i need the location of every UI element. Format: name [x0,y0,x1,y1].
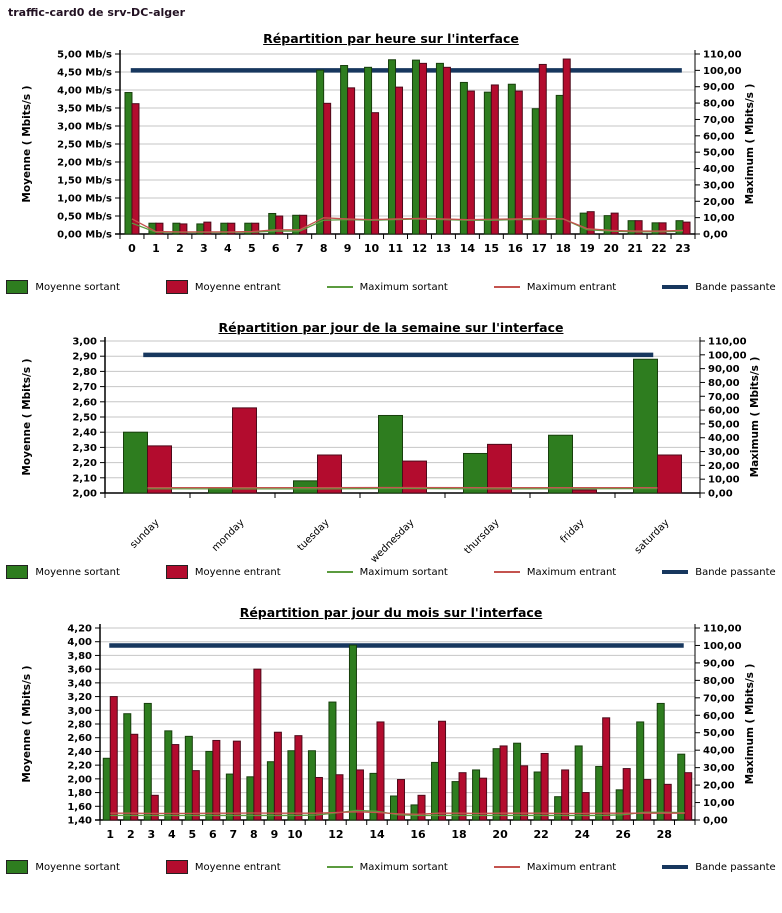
legend-label: Maximum entrant [526,861,617,873]
svg-text:3: 3 [147,828,156,841]
svg-text:30,00: 30,00 [703,763,735,775]
legend-label: Maximum entrant [526,281,617,293]
svg-text:80,00: 80,00 [703,675,735,687]
legend-swatch-max_sortant_line [327,286,353,288]
chart-hourly-title: Répartition par heure sur l'interface [263,31,519,46]
svg-text:40,00: 40,00 [703,164,735,176]
chart-monthday-title: Répartition par jour du mois sur l'interface [239,605,543,620]
svg-text:3,40: 3,40 [67,678,92,690]
svg-text:12: 12 [411,242,428,255]
svg-text:26: 26 [615,828,631,841]
svg-text:5: 5 [188,828,197,841]
svg-text:100,00: 100,00 [703,65,742,77]
svg-text:2,00: 2,00 [67,774,92,786]
svg-text:15: 15 [483,242,500,255]
svg-text:40,00: 40,00 [708,433,740,445]
svg-text:2,00: 2,00 [72,488,97,500]
legend-item [327,567,448,578]
svg-text:90,00: 90,00 [703,658,735,670]
chart-plot [0,46,782,278]
svg-text:1: 1 [106,828,115,841]
chart-monthday-canvas [0,620,782,858]
chart-monthday-section [0,605,782,874]
svg-text:2,80: 2,80 [67,719,92,731]
legend-swatch-red_bar [166,280,188,294]
svg-text:1,50 Mb/s: 1,50 Mb/s [57,175,112,187]
svg-text:2,60: 2,60 [72,397,97,409]
svg-text:2,90: 2,90 [72,351,97,363]
svg-text:3,80: 3,80 [67,650,92,662]
svg-text:20: 20 [603,242,619,255]
svg-text:2,80: 2,80 [72,366,97,378]
legend-item [166,565,281,579]
svg-text:60,00: 60,00 [708,405,740,417]
svg-text:6: 6 [271,242,280,255]
svg-text:20,00: 20,00 [708,460,740,472]
legend-swatch-red_bar [166,860,188,874]
legend-item [166,860,281,874]
svg-text:2: 2 [126,828,135,841]
right-axis-label: Maximum ( Mbits/s ) [744,83,756,205]
legend-swatch-max_sortant_line [327,866,353,868]
svg-text:20,00: 20,00 [703,780,735,792]
svg-text:4: 4 [223,242,232,255]
svg-text:3,00: 3,00 [72,336,97,348]
svg-text:50,00: 50,00 [703,728,735,740]
svg-text:0,00: 0,00 [708,488,733,500]
legend-label: Moyenne entrant [194,566,281,578]
svg-text:22: 22 [533,828,549,841]
svg-text:1,40: 1,40 [67,815,92,827]
legend-label: Maximum entrant [526,566,617,578]
svg-text:0,00: 0,00 [703,229,728,241]
right-axis-label: Maximum ( Mbits/s ) [744,663,756,785]
svg-text:17: 17 [531,242,547,255]
chart-hourly-section [0,31,782,294]
svg-text:4,20: 4,20 [67,623,92,635]
svg-text:10,00: 10,00 [703,798,735,810]
svg-text:3: 3 [200,242,208,255]
svg-text:70,00: 70,00 [708,391,740,403]
svg-text:1,80: 1,80 [67,788,92,800]
svg-text:0,00: 0,00 [703,815,728,827]
svg-text:3,00 Mb/s: 3,00 Mb/s [57,121,112,133]
chart-weekday-title: Répartition par jour de la semaine sur l'interface [218,320,564,335]
legend-item [166,280,281,294]
svg-text:100,00: 100,00 [708,350,747,362]
legend-item [662,282,775,293]
legend-swatch-max_entrant_line [494,286,520,288]
svg-text:4,00: 4,00 [67,637,92,649]
svg-text:9: 9 [270,828,279,841]
legend-item [6,280,120,294]
svg-text:28: 28 [656,828,672,841]
svg-text:2: 2 [176,242,184,255]
svg-text:16: 16 [410,828,426,841]
right-axis-label: Maximum ( Mbits/s ) [749,356,761,478]
svg-text:6: 6 [209,828,217,841]
svg-text:wednesday: wednesday [368,517,417,563]
svg-text:2,40: 2,40 [72,427,97,439]
legend-label: Bande passante [695,861,776,873]
left-axis-label: Moyenne ( Mbits/s ) [21,665,33,783]
svg-text:2,50: 2,50 [72,412,97,424]
svg-text:12: 12 [328,828,344,841]
legend-item [494,282,616,293]
svg-text:1: 1 [152,242,160,255]
legend-label: Moyenne sortant [35,861,120,873]
svg-text:0: 0 [128,242,136,255]
legend-item [662,862,775,873]
svg-text:110,00: 110,00 [703,49,742,61]
legend-item [494,567,616,578]
svg-text:1,60: 1,60 [67,801,92,813]
svg-text:90,00: 90,00 [708,364,740,376]
svg-text:21: 21 [627,242,643,255]
page-title: traffic-card0 de srv-DC-alger [8,6,186,19]
traffic-report-page [0,6,782,874]
svg-text:4,50 Mb/s: 4,50 Mb/s [57,67,112,79]
legend-label: Maximum sortant [359,861,448,873]
svg-text:3,50 Mb/s: 3,50 Mb/s [57,103,112,115]
svg-text:13: 13 [435,242,452,255]
svg-text:4: 4 [167,828,176,841]
svg-text:100,00: 100,00 [703,640,742,652]
svg-text:10,00: 10,00 [708,474,740,486]
legend-swatch-max_entrant_line [494,571,520,573]
svg-text:2,70: 2,70 [72,382,97,394]
svg-text:saturday: saturday [632,517,672,557]
legend-item [6,565,120,579]
svg-text:2,10: 2,10 [72,473,97,485]
svg-text:3,00: 3,00 [67,705,92,717]
legend-label: Bande passante [695,566,776,578]
chart-monthday-legend [0,860,782,874]
svg-text:5,00 Mb/s: 5,00 Mb/s [57,49,112,61]
svg-text:18: 18 [451,828,467,841]
chart-plot [0,620,782,858]
chart-hourly-canvas [0,46,782,278]
legend-swatch-green_bar [6,280,28,294]
svg-text:0,00 Mb/s: 0,00 Mb/s [57,229,112,241]
legend-item [6,860,120,874]
svg-text:20,00: 20,00 [703,196,735,208]
svg-text:50,00: 50,00 [708,419,740,431]
left-axis-label: Moyenne ( Mbits/s ) [21,85,33,203]
svg-text:2,40: 2,40 [67,746,92,758]
legend-swatch-max_sortant_line [327,571,353,573]
svg-text:110,00: 110,00 [708,336,747,348]
svg-text:20: 20 [492,828,508,841]
svg-text:3,60: 3,60 [67,664,92,676]
svg-text:1,00 Mb/s: 1,00 Mb/s [57,193,112,205]
legend-swatch-blue_band [662,865,688,869]
svg-text:2,50 Mb/s: 2,50 Mb/s [57,139,112,151]
svg-text:2,00 Mb/s: 2,00 Mb/s [57,157,112,169]
svg-text:7: 7 [295,242,304,255]
legend-label: Bande passante [695,281,776,293]
svg-text:friday: friday [558,517,587,546]
svg-text:80,00: 80,00 [703,98,735,110]
svg-text:50,00: 50,00 [703,147,735,159]
chart-weekday-section [0,320,782,579]
legend-label: Moyenne entrant [194,861,281,873]
svg-text:18: 18 [555,242,571,255]
svg-text:4,00 Mb/s: 4,00 Mb/s [57,85,112,97]
svg-text:10,00: 10,00 [703,213,735,225]
chart-plot [0,335,782,563]
svg-text:80,00: 80,00 [708,377,740,389]
svg-text:9: 9 [343,242,352,255]
svg-text:8: 8 [250,828,258,841]
legend-item [662,567,775,578]
svg-text:2,20: 2,20 [72,458,97,470]
legend-item [327,862,448,873]
svg-text:16: 16 [507,242,523,255]
svg-text:sunday: sunday [128,517,162,551]
legend-label: Moyenne entrant [194,281,281,293]
legend-swatch-green_bar [6,860,28,874]
legend-swatch-green_bar [6,565,28,579]
svg-text:0,50 Mb/s: 0,50 Mb/s [57,211,112,223]
svg-text:40,00: 40,00 [703,745,735,757]
left-axis-label: Moyenne ( Mbits/s ) [21,358,33,476]
svg-text:22: 22 [651,242,667,255]
legend-label: Maximum sortant [359,281,448,293]
svg-text:70,00: 70,00 [703,693,735,705]
legend-label: Maximum sortant [359,566,448,578]
legend-swatch-blue_band [662,570,688,574]
svg-text:10: 10 [287,828,303,841]
svg-text:90,00: 90,00 [703,82,735,94]
svg-text:7: 7 [229,828,238,841]
svg-text:30,00: 30,00 [708,447,740,459]
legend-swatch-red_bar [166,565,188,579]
legend-item [494,862,616,873]
svg-text:30,00: 30,00 [703,180,735,192]
svg-text:monday: monday [210,517,247,554]
svg-text:14: 14 [369,828,385,841]
svg-text:24: 24 [574,828,590,841]
svg-text:60,00: 60,00 [703,710,735,722]
svg-text:2,60: 2,60 [67,733,92,745]
svg-text:5: 5 [247,242,256,255]
svg-text:3,20: 3,20 [67,692,92,704]
legend-label: Moyenne sortant [35,566,120,578]
chart-hourly-legend [0,280,782,294]
svg-text:2,20: 2,20 [67,760,92,772]
legend-swatch-blue_band [662,285,688,289]
svg-text:60,00: 60,00 [703,131,735,143]
chart-weekday-legend [0,565,782,579]
svg-text:thursday: thursday [462,517,502,557]
svg-text:10: 10 [363,242,380,255]
svg-text:70,00: 70,00 [703,114,735,126]
svg-text:110,00: 110,00 [703,623,742,635]
svg-text:tuesday: tuesday [295,517,332,554]
svg-text:19: 19 [579,242,595,255]
legend-item [327,282,448,293]
svg-text:2,30: 2,30 [72,442,97,454]
svg-text:11: 11 [387,242,404,255]
svg-text:23: 23 [675,242,691,255]
legend-label: Moyenne sortant [35,281,120,293]
svg-text:14: 14 [459,242,476,255]
legend-swatch-max_entrant_line [494,866,520,868]
svg-text:8: 8 [319,242,328,255]
chart-weekday-canvas [0,335,782,563]
